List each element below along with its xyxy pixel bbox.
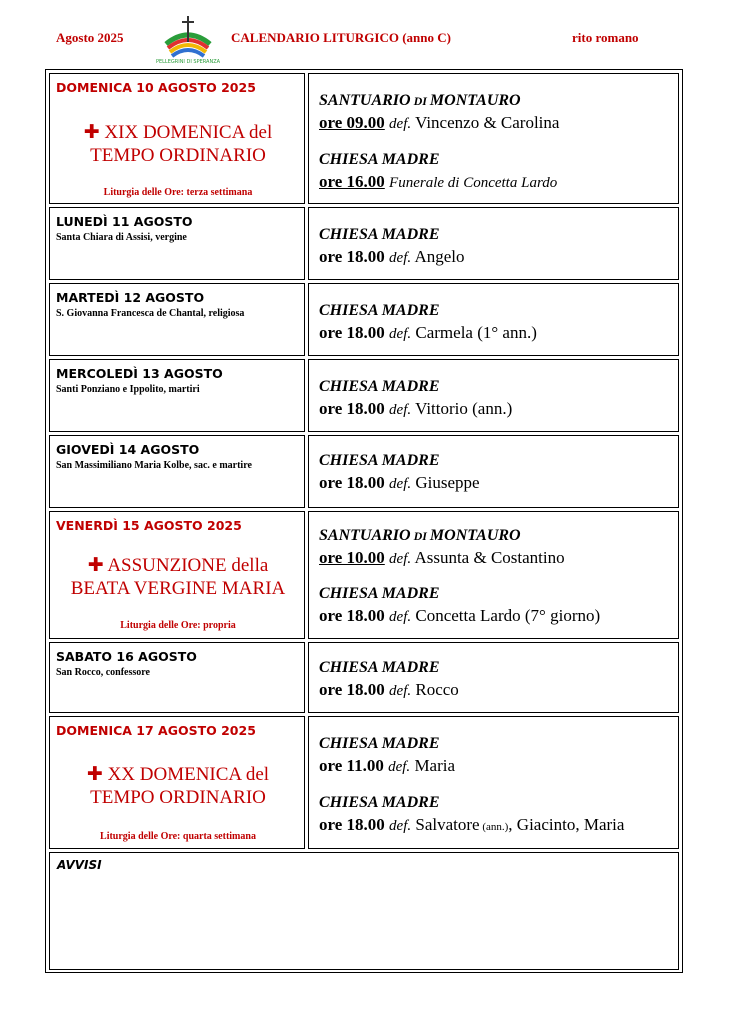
saint-of-day: Santa Chiara di Assisi, vergine bbox=[56, 232, 187, 243]
red-cross-icon: ✚ bbox=[86, 763, 103, 785]
table-row bbox=[49, 283, 679, 356]
day-date: VENERDÌ 15 AGOSTO 2025 bbox=[56, 518, 242, 533]
day-date: DOMENICA 17 AGOSTO 2025 bbox=[56, 723, 256, 738]
mass-entry: CHIESA MADRE ore 18.00 def. Carmela (1° ann.) bbox=[319, 302, 537, 342]
notices-title: AVVISI bbox=[57, 858, 102, 872]
mass-cell bbox=[308, 435, 679, 508]
feast-title: ✚ XIX DOMENICA del TEMPO ORDINARIO bbox=[83, 121, 273, 166]
table-row bbox=[49, 207, 679, 280]
day-cell bbox=[49, 716, 305, 849]
header-rite: rito romano bbox=[572, 30, 639, 45]
jubilee-logo-icon bbox=[155, 12, 221, 65]
mass-entry: SANTUARIO DI MONTAURO ore 09.00 def. Vincenzo & Carolina bbox=[319, 92, 560, 132]
feast-title: ✚ XX DOMENICA del TEMPO ORDINARIO bbox=[86, 763, 270, 808]
liturgy-note: Liturgia delle Ore: propria bbox=[120, 620, 236, 631]
day-date: DOMENICA 10 AGOSTO 2025 bbox=[56, 80, 256, 95]
day-date: MERCOLEDÌ 13 AGOSTO bbox=[56, 366, 223, 381]
mass-entry: CHIESA MADRE ore 18.00 def. Concetta Lardo (7° giorno) bbox=[319, 585, 601, 625]
day-date: MARTEDÌ 12 AGOSTO bbox=[56, 290, 205, 305]
mass-entry: SANTUARIO DI MONTAURO ore 10.00 def. Assunta & Costantino bbox=[319, 527, 565, 567]
table-row bbox=[49, 359, 679, 432]
table-row bbox=[49, 511, 679, 639]
header-month: Agosto 2025 bbox=[56, 30, 124, 45]
header-title: CALENDARIO LITURGICO (anno C) bbox=[231, 30, 451, 45]
day-cell bbox=[49, 511, 305, 639]
day-date: LUNEDÌ 11 AGOSTO bbox=[56, 214, 193, 229]
mass-entry: CHIESA MADRE ore 16.00 Funerale di Concetta Lardo bbox=[319, 151, 558, 191]
day-cell bbox=[49, 642, 305, 713]
mass-entry: CHIESA MADRE ore 18.00 def. Giuseppe bbox=[319, 452, 480, 492]
svg-text:PELLEGRINI DI SPERANZA: PELLEGRINI DI SPERANZA bbox=[155, 59, 221, 65]
mass-cell bbox=[308, 73, 679, 204]
saint-of-day: Santi Ponziano e Ippolito, martiri bbox=[56, 384, 200, 395]
mass-cell bbox=[308, 642, 679, 713]
day-cell bbox=[49, 207, 305, 280]
mass-entry: CHIESA MADRE ore 18.00 def. Vittorio (ann.) bbox=[319, 378, 513, 418]
liturgy-note: Liturgia delle Ore: quarta settimana bbox=[100, 831, 256, 842]
liturgy-note: Liturgia delle Ore: terza settimana bbox=[103, 187, 253, 198]
feast-title: ✚ ASSUNZIONE della BEATA VERGINE MARIA bbox=[70, 554, 286, 599]
mass-entry: CHIESA MADRE ore 11.00 def. Maria bbox=[319, 735, 456, 775]
mass-entry: CHIESA MADRE ore 18.00 def. Salvatore (ann.), Giacinto, Maria bbox=[319, 794, 625, 834]
day-cell bbox=[49, 435, 305, 508]
mass-cell bbox=[308, 716, 679, 849]
table-row bbox=[49, 73, 679, 204]
table-row bbox=[49, 642, 679, 713]
notices-box bbox=[49, 852, 679, 970]
mass-cell bbox=[308, 207, 679, 280]
table-row bbox=[49, 435, 679, 508]
day-date: GIOVEDÌ 14 AGOSTO bbox=[56, 442, 200, 457]
saint-of-day: San Massimiliano Maria Kolbe, sac. e martire bbox=[56, 460, 252, 471]
day-cell bbox=[49, 359, 305, 432]
page-header bbox=[0, 0, 731, 70]
day-date: SABATO 16 AGOSTO bbox=[56, 649, 197, 664]
saint-of-day: San Rocco, confessore bbox=[56, 667, 150, 678]
mass-entry: CHIESA MADRE ore 18.00 def. Rocco bbox=[319, 659, 459, 699]
red-cross-icon: ✚ bbox=[87, 554, 104, 576]
mass-cell bbox=[308, 283, 679, 356]
red-cross-icon: ✚ bbox=[83, 121, 100, 143]
mass-cell bbox=[308, 511, 679, 639]
calendar-table bbox=[45, 69, 683, 973]
day-cell bbox=[49, 73, 305, 204]
saint-of-day: S. Giovanna Francesca de Chantal, religiosa bbox=[56, 308, 245, 319]
table-row bbox=[49, 716, 679, 849]
day-cell bbox=[49, 283, 305, 356]
mass-cell bbox=[308, 359, 679, 432]
mass-entry: CHIESA MADRE ore 18.00 def. Angelo bbox=[319, 226, 465, 266]
